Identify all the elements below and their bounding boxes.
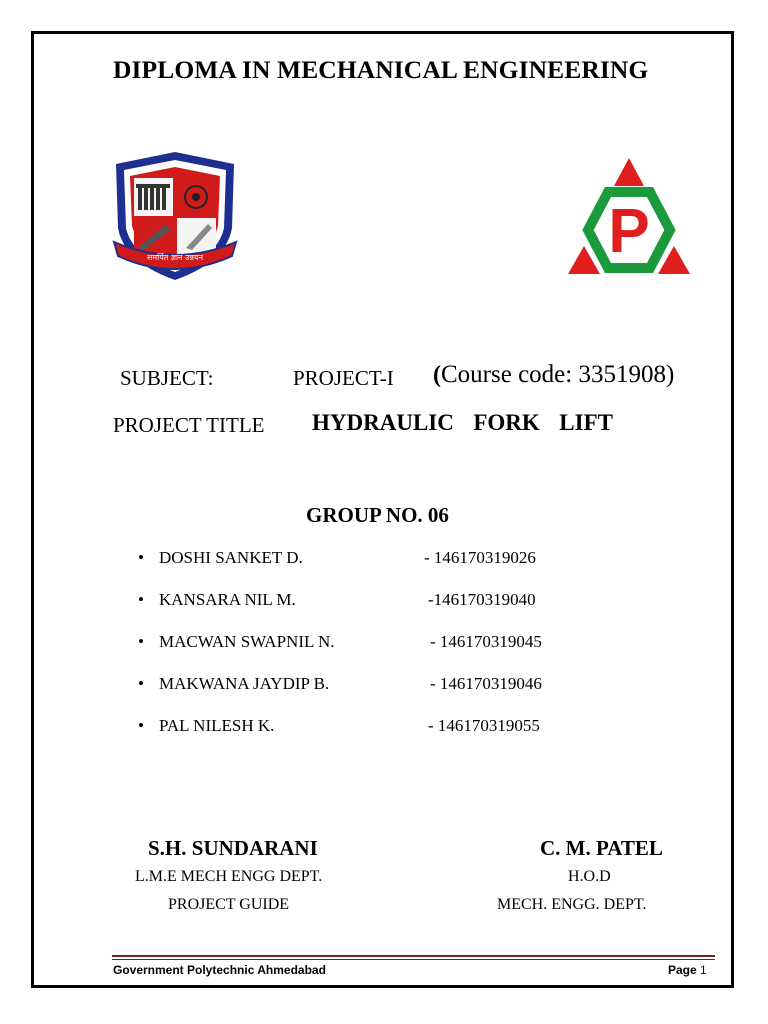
gp-triangle-logo-icon <box>566 156 692 278</box>
course-open-paren: ( <box>433 362 441 388</box>
bullet-icon: • <box>138 590 144 609</box>
page-number: 1 <box>700 963 707 977</box>
member-enrollment: - 146170319045 <box>430 632 542 651</box>
svg-text:P: P <box>608 197 650 266</box>
member-name: DOSHI SANKET D. <box>159 548 303 567</box>
member-enrollment: - 146170319055 <box>428 716 540 735</box>
emblem-motto: समर्पित ज्ञान उन्नयन <box>146 253 204 262</box>
member-name: MACWAN SWAPNIL N. <box>159 632 335 651</box>
hod-dept: MECH. ENGG. DEPT. <box>497 896 647 913</box>
footer-institution: Government Polytechnic Ahmedabad <box>113 963 326 977</box>
course-code-text: Course code: 3351908) <box>441 361 675 388</box>
list-item <box>138 632 698 654</box>
subject-label: SUBJECT: <box>120 366 214 390</box>
bullet-icon: • <box>138 632 144 651</box>
member-enrollment: - 146170319046 <box>430 674 542 693</box>
footer-page <box>668 963 707 977</box>
course-code <box>433 361 674 389</box>
guide-dept: L.M.E MECH ENGG DEPT. <box>135 868 323 885</box>
university-emblem-icon <box>108 150 242 282</box>
group-heading: GROUP NO. 06 <box>306 503 449 527</box>
list-item <box>138 548 698 570</box>
member-name: MAKWANA JAYDIP B. <box>159 674 330 693</box>
member-name: PAL NILESH K. <box>159 716 275 735</box>
document-title: DIPLOMA IN MECHANICAL ENGINEERING <box>113 55 649 84</box>
bullet-icon: • <box>138 548 144 567</box>
hod-name: C. M. PATEL <box>540 836 663 860</box>
hod-role: H.O.D <box>568 868 611 885</box>
bullet-icon: • <box>138 674 144 693</box>
footer-divider <box>112 955 715 957</box>
member-enrollment: - 146170319026 <box>424 548 536 567</box>
member-name: KANSARA NIL M. <box>159 590 296 609</box>
subject-value <box>293 366 394 391</box>
list-item <box>138 590 698 612</box>
subject-name: PROJECT-I <box>293 366 394 390</box>
project-title-label: PROJECT TITLE <box>113 413 265 437</box>
footer-divider-thin <box>112 959 715 960</box>
list-item <box>138 716 698 738</box>
guide-role: PROJECT GUIDE <box>168 896 290 913</box>
guide-name: S.H. SUNDARANI <box>148 836 318 860</box>
page-label: Page <box>668 963 697 977</box>
list-item <box>138 674 698 696</box>
member-enrollment: -146170319040 <box>428 590 536 609</box>
project-title-value: HYDRAULIC FORK LIFT <box>312 410 613 435</box>
bullet-icon: • <box>138 716 144 735</box>
